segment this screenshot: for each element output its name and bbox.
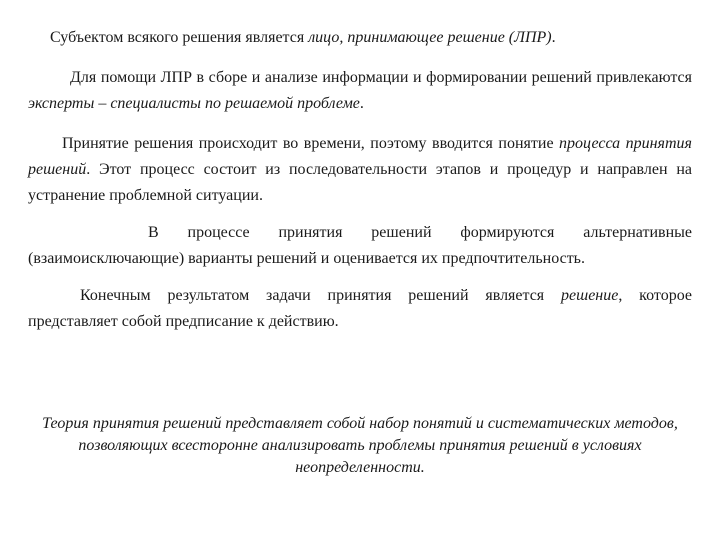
paragraph-alternatives [28, 220, 692, 272]
paragraph-experts-text: Для помощи ЛПР в сборе и анализе информации и формировании решений привлекаются [70, 69, 692, 86]
paragraph-subject-text: Субъектом всякого решения является [50, 29, 309, 46]
paragraph-result-term: решение [561, 287, 619, 304]
paragraph-process-end: . Этот процесс состоит из последовательности этапов и процедур и направлен на устранение проблемной ситуации. [28, 161, 692, 204]
paragraph-experts [28, 65, 692, 117]
paragraph-result-text: Конечным результатом задачи принятия решений является [80, 287, 562, 304]
paragraph-subject [28, 25, 692, 51]
paragraph-process [28, 131, 692, 209]
paragraph-experts-term: эксперты – специалисты по решаемой проблеме [28, 95, 360, 112]
paragraph-result-end: , которое представляет собой предписание к действию. [28, 287, 693, 330]
paragraph-experts-end: . [359, 95, 364, 112]
paragraph-subject-term: лицо, принимающее решение (ЛПР) [308, 29, 552, 46]
paragraph-subject-end: . [551, 29, 556, 46]
paragraph-process-text: Принятие решения происходит во времени, поэтому вводится понятие [62, 135, 560, 152]
paragraph-process-term: процесса принятия решений [28, 135, 692, 178]
paragraph-result [28, 283, 692, 335]
theory-definition: Теория принятия решений представляет собой набор понятий и систематических методов, позволяющих всесторонне анализировать проблемы принятия решений в условиях неопределенности. [42, 415, 678, 476]
paragraph-alternatives-text: В процессе принятия решений формируются альтернативные (взаимоисключающие) варианты решений и оценивается их предпочтительность. [28, 224, 692, 267]
